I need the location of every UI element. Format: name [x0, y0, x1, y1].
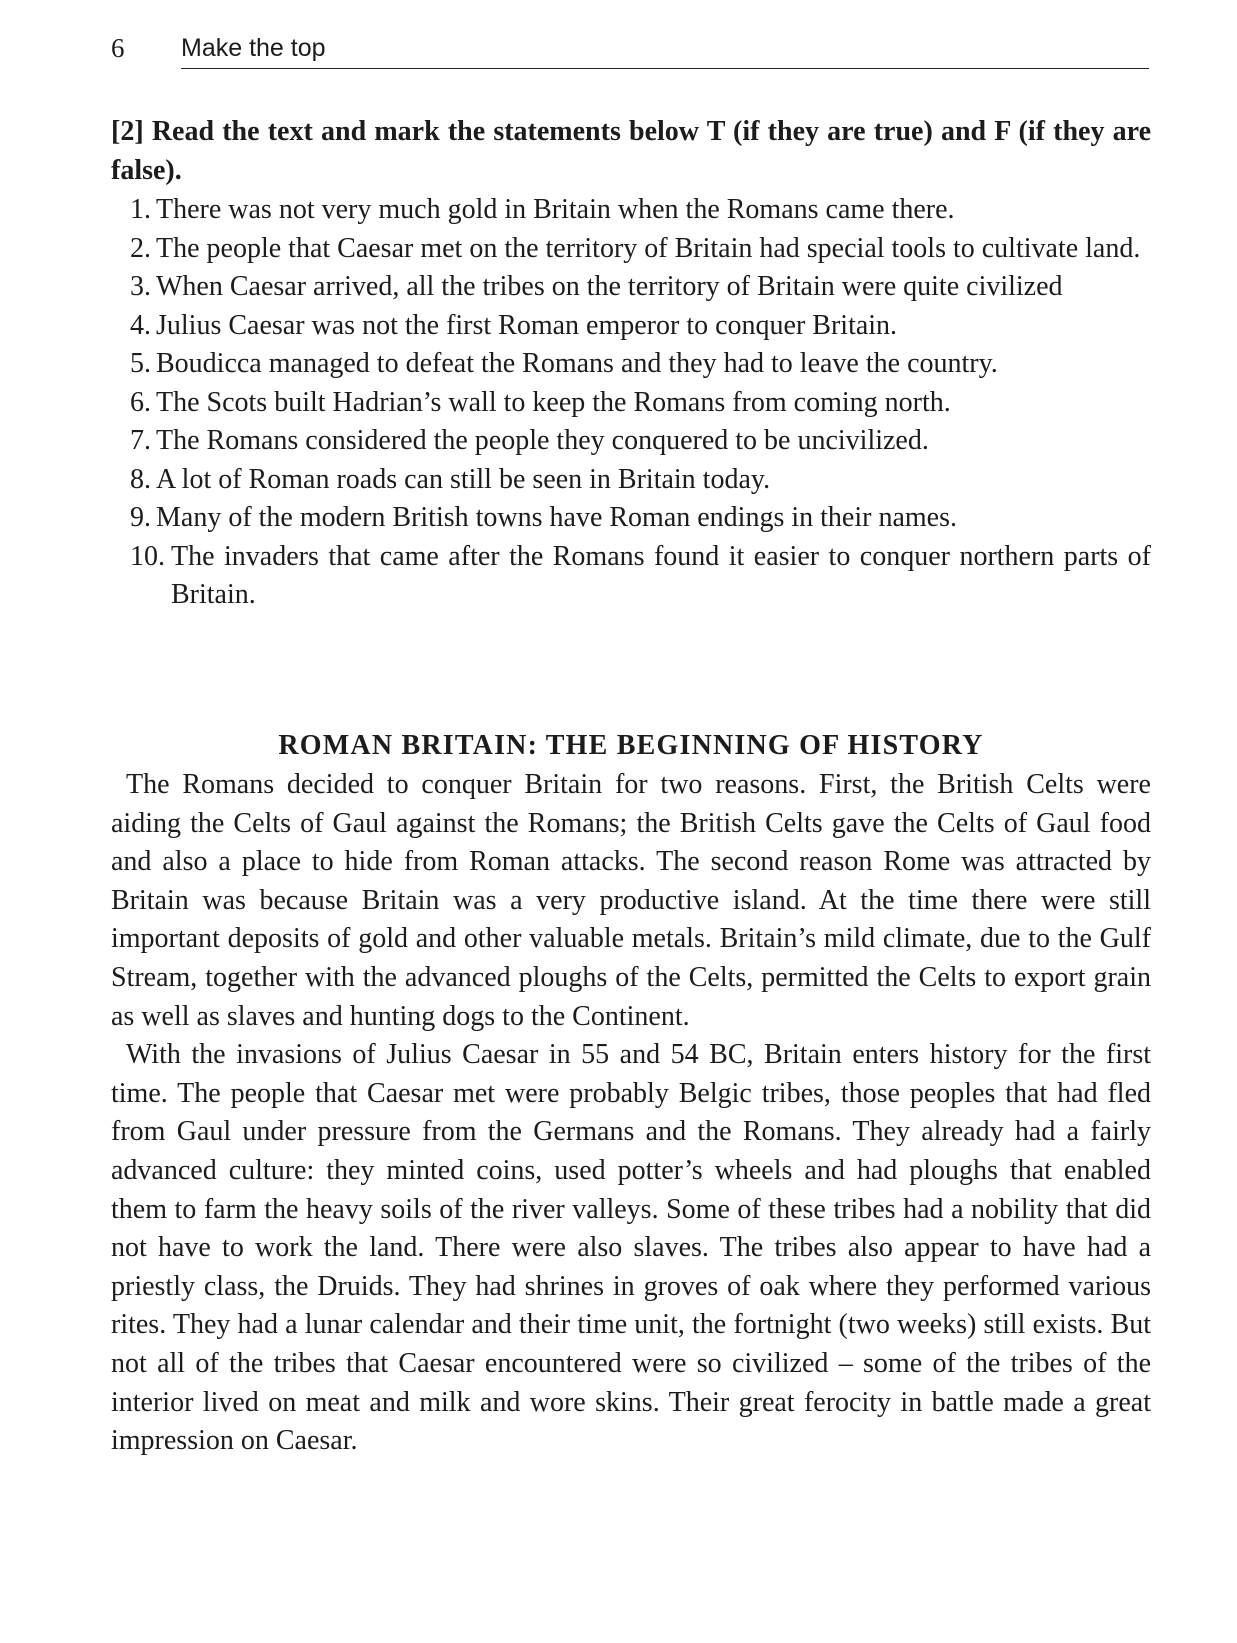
statement-item: [111, 499, 1151, 538]
task-instruction: [2] Read the text and mark the statements below T (if they are true) and F (if they are false).: [111, 116, 1151, 186]
statement-number: 7.: [130, 425, 151, 456]
statement-text: Julius Caesar was not the first Roman emperor to conquer Britain.: [156, 309, 898, 341]
statement-item: [111, 461, 1151, 500]
statement-number: 4.: [130, 309, 151, 341]
paragraph: With the invasions of Julius Caesar in 55 and 54 BC, Britain enters history for the first time. The people that Caesar met were probably Belgic tribes, those peoples that had fled from Gaul under pressure from the Germans and the Romans. They already had a fairly advanced culture: they minted coins, used potter’s wheels and had ploughs that enabled them to farm the heavy soils of the river valleys. Some of these tribes had a nobility that did not have to work the land. There were also slaves. The tribes also appear to have had a priestly class, the Druids. They had shrines in groves of oak where they performed various rites. They had a lunar calendar and their time unit, the fortnight (two weeks) still exists. But not all of the tribes that Caesar encountered were so civilized – some of the tribes of the interior lived on meat and milk and wore skins. Their great ferocity in battle made a great impression on Caesar.: [111, 1039, 1151, 1457]
statement-text: The Romans considered the people they conquered to be uncivilized.: [156, 425, 929, 456]
reading-text: [111, 766, 1151, 1461]
statement-number: 5.: [130, 348, 151, 379]
statement-item: [111, 422, 1151, 461]
statement-text: The people that Caesar met on the territory of Britain had special tools to cultivate land.: [156, 232, 1141, 264]
header-divider: [181, 68, 1149, 69]
statement-text: When Caesar arrived, all the tribes on the territory of Britain were quite civilized: [156, 271, 1063, 302]
statement-number: 1.: [130, 194, 151, 225]
statement-list: [111, 191, 1151, 615]
statement-number: 8.: [130, 463, 151, 495]
statement-number: 9.: [130, 502, 151, 533]
statement-text: Many of the modern British towns have Roman endings in their names.: [156, 502, 957, 533]
statement-item: [111, 230, 1151, 269]
statement-text: The Scots built Hadrian’s wall to keep the Romans from coming north.: [156, 386, 951, 418]
statement-item: [111, 307, 1151, 346]
statement-text: A lot of Roman roads can still be seen in Britain today.: [156, 463, 771, 495]
statement-item: [111, 191, 1151, 230]
statement-number: 6.: [130, 386, 151, 418]
paragraph: The Romans decided to conquer Britain for two reasons. First, the British Celts were aiding the Celts of Gaul against the Romans; the British Celts gave the Celts of Gaul food and also a place to hide from Roman attacks. The second reason Rome was attracted by Britain was because Britain was a very productive island. At the time there were still important deposits of gold and other valuable metals. Britain’s mild climate, due to the Gulf Stream, together with the advanced ploughs of the Celts, permitted the Celts to export grain as well as slaves and hunting dogs to the Continent.: [111, 769, 1151, 1032]
reading-title: ROMAN BRITAIN: THE BEGINNING OF HISTORY: [278, 730, 984, 761]
running-title: Make the top: [181, 34, 326, 62]
statement-text: The invaders that came after the Romans found it easier to conquer northern parts of Britain.: [171, 540, 1151, 610]
statement-text: Boudicca managed to defeat the Romans and they had to leave the country.: [156, 348, 998, 379]
statement-item: [111, 268, 1151, 307]
statement-number: 3.: [130, 271, 151, 302]
statement-item: [111, 384, 1151, 423]
page-number: 6: [111, 33, 125, 63]
statement-number: 2.: [130, 232, 151, 264]
statement-item: [111, 538, 1151, 615]
statement-text: There was not very much gold in Britain when the Romans came there.: [156, 194, 955, 225]
statement-item: [111, 345, 1151, 384]
statement-number: 10.: [130, 540, 165, 572]
